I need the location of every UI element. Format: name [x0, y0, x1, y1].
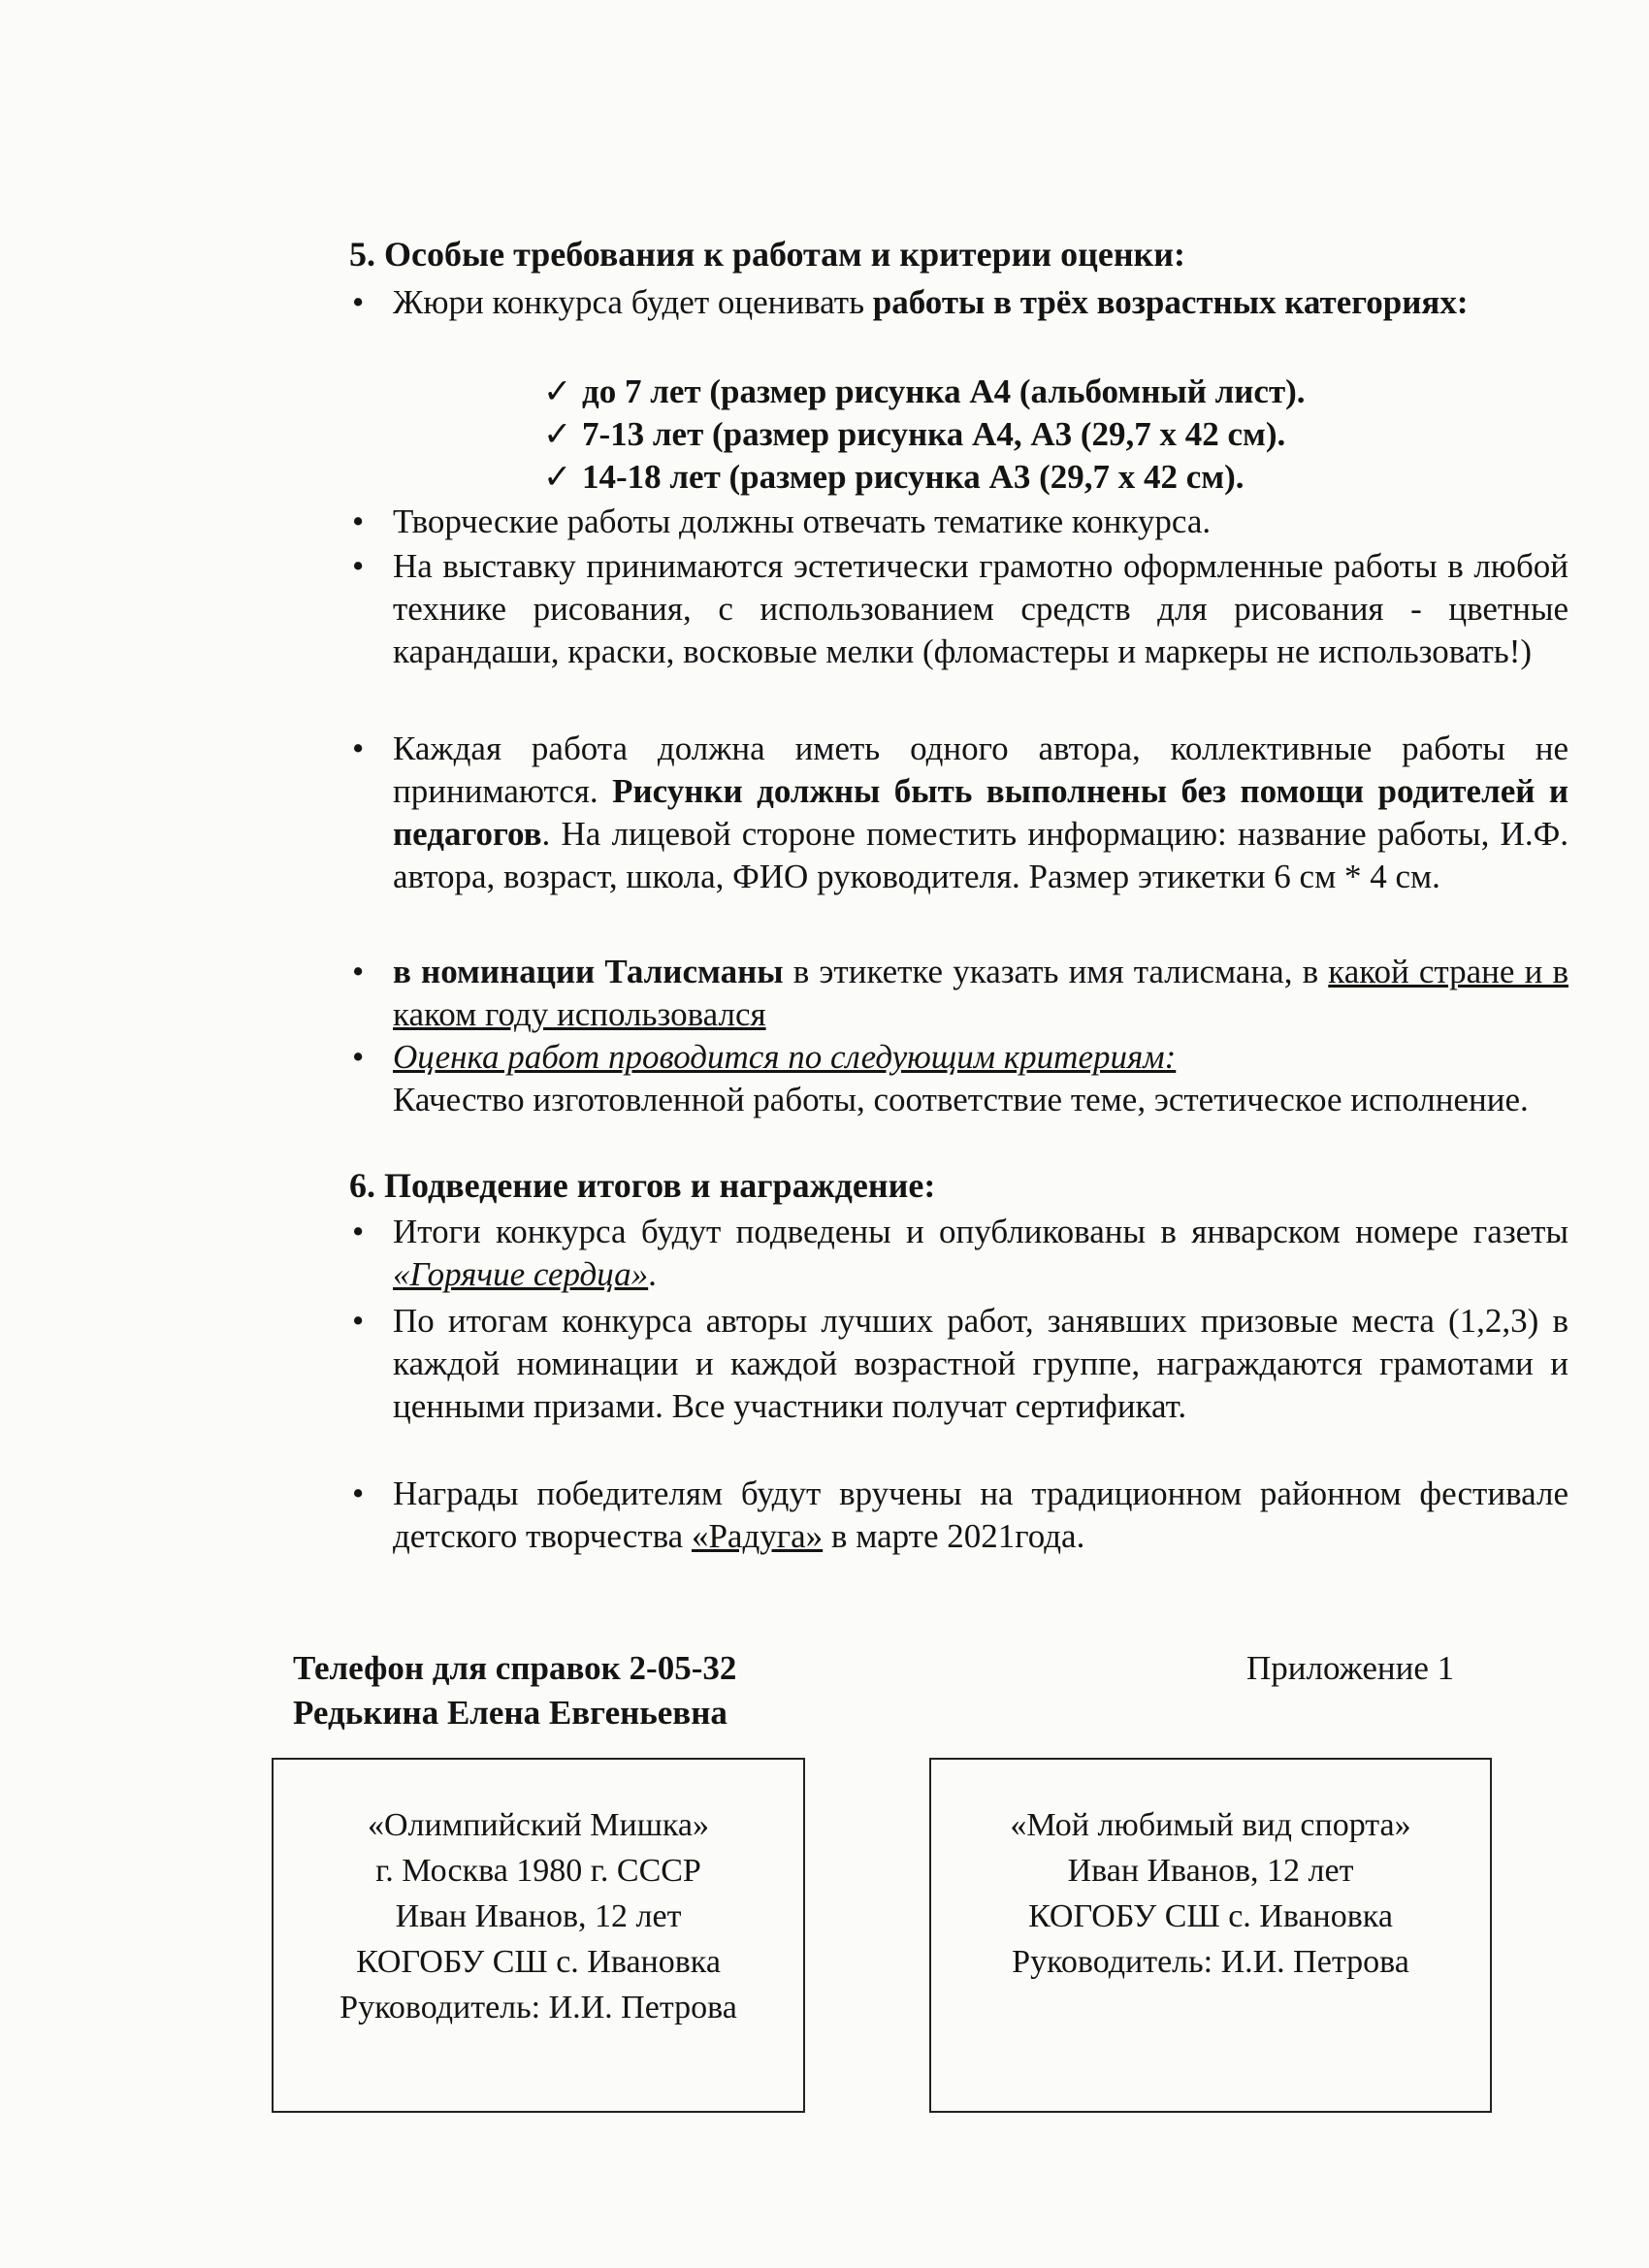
bullet-mascots: • в номинации Талисманы в этикетке указать имя талисмана, в какой стране и в каком году использовался — [393, 951, 1568, 1036]
section-5-heading: 5. Особые требования к работам и критерии оценки: — [349, 235, 1186, 274]
bullet-exhibition: • На выставку принимаются эстетически грамотно оформленные работы в любой технике рисования, с использованием средств для рисования - цветные карандаши, краски, восковые мелки (фломастеры и маркеры не использовать!) — [393, 545, 1568, 673]
category-item-3: ✓ 14-18 лет (размер рисунка А3 (29,7 х 42 см). — [543, 456, 1245, 499]
contact-name: Редькина Елена Евгеньевна — [293, 1694, 728, 1732]
section-6-heading: 6. Подведение итогов и награждение: — [349, 1166, 936, 1205]
bullet-criteria-title: • Оценка работ проводится по следующим критериям: — [393, 1036, 1568, 1079]
bullet-results: • Итоги конкурса будут подведены и опубликованы в январском номере газеты «Горячие сердца». — [393, 1211, 1568, 1296]
criteria-text: Качество изготовленной работы, соответствие теме, эстетическое исполнение. — [393, 1081, 1529, 1118]
checkmark-icon: ✓ — [543, 458, 572, 496]
category-item-2: ✓ 7-13 лет (размер рисунка А4, А3 (29,7 х 42 см). — [543, 413, 1285, 456]
bullet-jury: • Жюри конкурса будет оценивать работы в трёх возрастных категориях: — [393, 281, 1568, 324]
contact-phone: Телефон для справок 2-05-32 — [293, 1649, 737, 1687]
bullet-festival: • Награды победителям будут вручены на традиционном районном фестивале детского творчества «Радуга» в марте 2021года. — [393, 1473, 1568, 1558]
bullet-awards: • По итогам конкурса авторы лучших работ, занявших призовые места (1,2,3) в каждой номинации и каждой возрастной группе, награждаются грамотами и ценными призами. Все участники получат сертификат. — [393, 1300, 1568, 1428]
sample-label-right: «Мой любимый вид спорта» Иван Иванов, 12 лет КОГОБУ СШ с. Ивановка Руководитель: И.И. Петрова — [929, 1758, 1492, 2113]
category-item-1: ✓ до 7 лет (размер рисунка А4 (альбомный лист). — [543, 371, 1306, 413]
appendix-label: Приложение 1 — [1246, 1649, 1455, 1687]
checkmark-icon: ✓ — [543, 415, 572, 453]
sample-label-left: «Олимпийский Мишка» г. Москва 1980 г. СССР Иван Иванов, 12 лет КОГОБУ СШ с. Ивановка Руководитель: И.И. Петрова — [272, 1758, 805, 2113]
bullet-theme: • Творческие работы должны отвечать тематике конкурса. — [393, 501, 1568, 543]
checkmark-icon: ✓ — [543, 373, 572, 410]
bullet-author: • Каждая работа должна иметь одного автора, коллективные работы не принимаются. Рисунки должны быть выполнены без помощи родителей и педагогов. На лицевой стороне поместить информацию: название работы, И.Ф. автора, возраст, школа, ФИО руководителя. Размер этикетки 6 см * 4 см. — [393, 728, 1568, 898]
